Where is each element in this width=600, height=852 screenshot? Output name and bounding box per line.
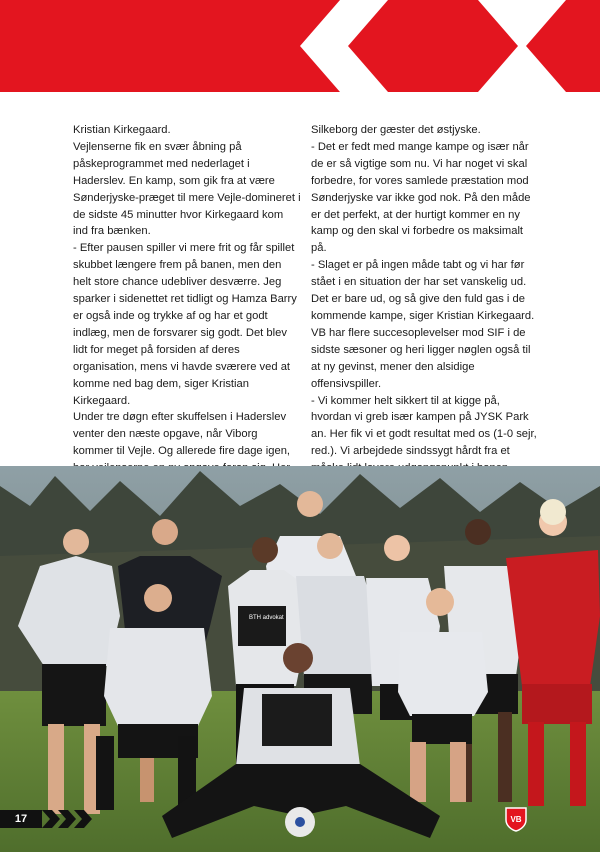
paragraph: - Efter pausen spiller vi mere frit og får spillet skubbet længere frem på banen, men den helt store chance udebliver desværre. Jeg sparker i sidenettet ret tidligt og Hamza Barry er også inde og trykke af og har et godt indlæg, men de forsvarer sig godt. Det blev lidt for meget på forsiden af deres organisation, mens vi havde sværere ved at komme ned bag dem, siger Kristian Kirkegaard. <box>73 242 297 407</box>
footer-chevrons-icon <box>42 810 94 828</box>
paragraph: Under tre døgn efter skuffelsen i Haderslev venter den næste opgave, når Viborg kommer til Vejle. Og allerede fire dage igen, <box>73 411 291 458</box>
sponsor-text: BTH advokat <box>249 615 284 621</box>
article-body <box>73 122 539 458</box>
page-number: 17 <box>0 810 42 828</box>
article-column-right <box>311 122 539 458</box>
team-photo <box>0 466 600 852</box>
header-chevron-band <box>0 0 600 92</box>
paragraph: - Slaget er på ingen måde tabt og vi har før stået i en situation der har set vanskelig ud. Det er bare ud, og så give den fuld gas i de kommende kampe, siger Kristian Kirkegaard. VB har flere succesoplevelser mod SIF i de sidste sæsoner og heri ligger nøglen også til at ny gevinst, mener den alsidige offensivspiller. <box>311 259 535 390</box>
paragraph: Silkeborg der gæster det østjyske. <box>311 124 481 136</box>
paragraph: - Vi kommer helt sikkert til at kigge på, hvordan vi greb især kampen på JYSK Park an. Her fik vi et godt resultat med os (1-0 sejr, red.). Vi arbejdede sindssygt hårdt fra et <box>311 394 537 458</box>
article-column-left <box>73 122 301 458</box>
club-badge-icon <box>504 806 528 832</box>
paragraph: - Det er fedt med mange kampe og især når de er så vigtige som nu. Vi har noget vi skal forbedre, for vores samlede præstation mod Sønderjyske var ikke god nok. På den måde er det perfekt, at der hurtigt kommer en ny kamp og den skal vi forbedre os maksimalt på. <box>311 140 531 255</box>
paragraph: Kristian Kirkegaard. <box>73 124 171 136</box>
club-badge-text: VB <box>510 815 522 824</box>
paragraph: Vejlenserne fik en svær åbning på påskeprogrammet med nederlaget i Haderslev. En kamp, som gik fra at være Sønderjyske-præget til mere Vejle-domineret i de sidste 45 minutter hvor Kirkegaard kom ind fra bænken. <box>73 140 301 238</box>
